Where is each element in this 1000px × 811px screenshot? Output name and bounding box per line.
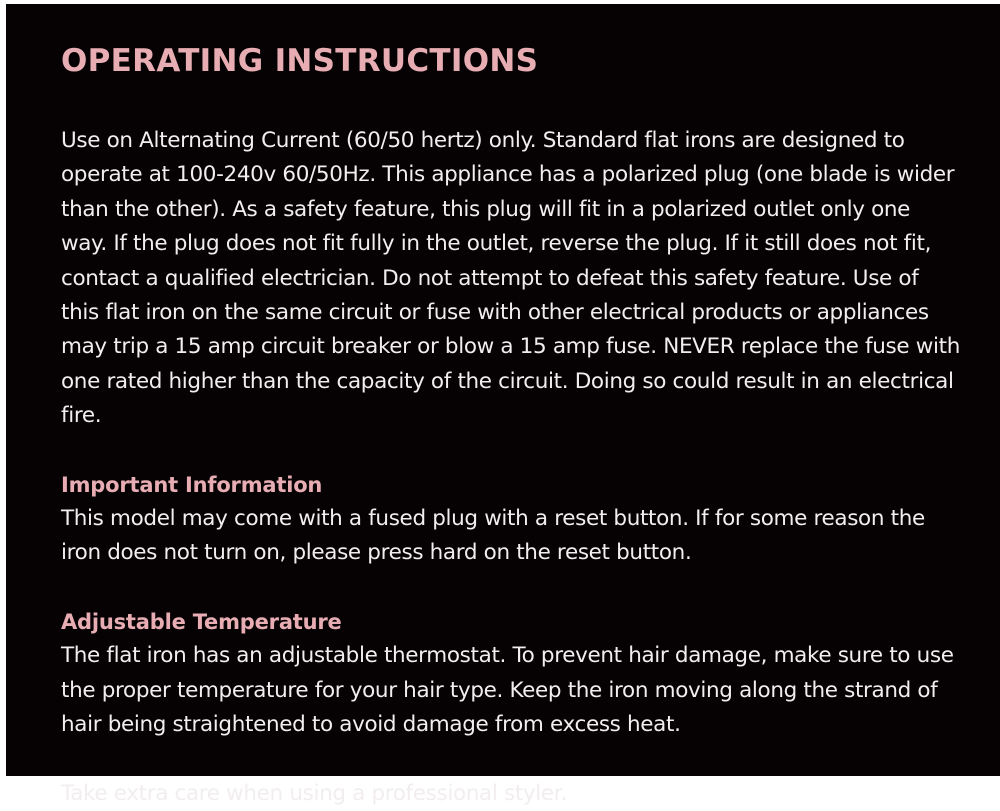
section-body: The flat iron has an adjustable thermostat. To prevent hair damage, make sure to use the proper temperature for your hair type. Keep the iron moving along the strand of hair being straightened to avoid damage from excess heat. xyxy=(61,643,954,738)
section-adjustable-temperature xyxy=(61,605,960,743)
closing-note: Take extra care when using a professional styler. xyxy=(61,780,567,806)
section-heading: Important Information xyxy=(61,472,323,497)
section-heading: Adjustable Temperature xyxy=(61,609,342,634)
closing-block xyxy=(61,777,960,811)
section-body: This model may come with a fused plug with a reset button. If for some reason the iron does not turn on, please press hard on the reset button. xyxy=(61,506,925,566)
intro-paragraph: Use on Alternating Current (60/50 hertz) only. Standard flat irons are designed to operate at 100-240v 60/50Hz. This appliance has a polarized plug (one blade is wider than the other). As a safety feature, this plug will fit in a polarized outlet only one way. If the plug does not fit fully in the outlet, reverse the plug. If it still does not fit, contact a qualified electrician. Do not attempt to defeat this safety feature. Use of this flat iron on the same circuit or fuse with other electrical products or appliances may trip a 15 amp circuit breaker or blow a 15 amp fuse. NEVER replace the fuse with one rated higher than the capacity of the circuit. Doing so could result in an electrical fire. xyxy=(61,128,960,429)
instructions-panel xyxy=(6,4,1000,806)
page-title: OPERATING INSTRUCTIONS xyxy=(61,43,539,79)
section-important-information xyxy=(61,468,960,571)
